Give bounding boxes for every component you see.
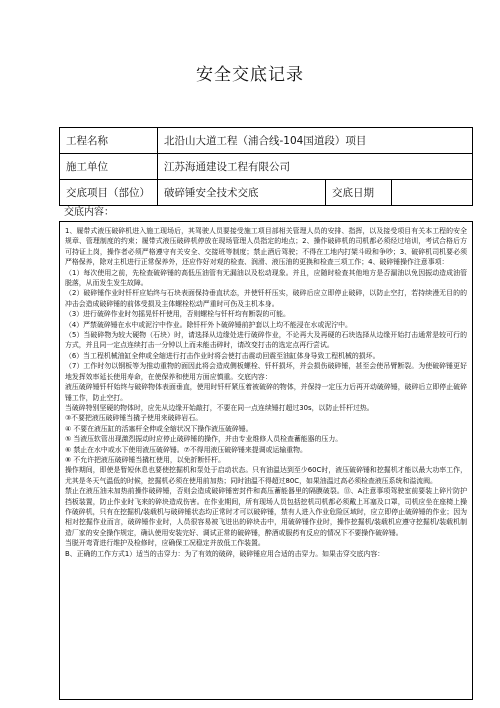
- paragraph: （6）当工程机械油缸全伸或全缩进行打击作业时将会使打击震动回震至油缸体身导致工程机械的损坏。: [65, 351, 380, 360]
- paragraph: （2）破碎锤作业时钎杆应始终与石块表面保持垂直状态，并使钎杆压实，破碎后应立即停止破碎，以防止空打，若持续漫无目的的冲击会造成破碎锤的前体受损及主体螺栓松动严重时可伤及主机本身。: [65, 289, 467, 308]
- paragraph: ⑤ 当液压软管出现激烈振动时应停止破碎锤的操作，并由专业维修人员检查蓄能器的压力。: [65, 435, 343, 444]
- item-label: 交底项目（部位）: [60, 180, 158, 206]
- date-label: 交底日期: [326, 180, 392, 206]
- paragraph: B、正确的工作方式1）适当的击穿力：为了有效的破碎，破碎锤应用合适的击穿力。如果击穿交底内容：: [65, 549, 385, 558]
- paragraph: 禁止在液压油未加热前操作破碎锤，否则会造成破碎锤密封件和高压蓄能器里的隔膜破裂。⑬、A注意事项驾驶室前要装上碎片防护挡板装置，防止作业时飞来的碎块造成伤害。在作业期间，所有现场人员包括挖机司机都必须戴上耳塞及口罩，司机应坐在座椅上操作破碎机，只有在挖掘机/装载机与破碎锤状态均正常时才可以破碎锤，禁有人进入作业危险区域时，应立即停止破碎锤的作业；因为相对挖掘作业而言，破碎锤作业时，人员很容易被飞迸出的碎块击中，用破碎锤作业时，操作挖掘机/装载机应遵守挖掘机/装载机制造厂家的安全操作规定，确认使用安装完好、调试正常的破碎锤，醉酒或服药有反应的情况下不要操作破碎锤。: [65, 487, 467, 537]
- document-title: 安全交底记录: [196, 65, 304, 85]
- paragraph: （1）每次使用之前，先检查破碎锤的高低压油管有无漏油以及松动现象。并且，应随时检查其他地方是否漏油以免因振动造成油管脱落，从而发生发生故障。: [65, 268, 467, 288]
- paragraph: ⑧ 不允许把液压破碎锤当撬杠使用，以免折断钎杆。: [65, 455, 225, 464]
- date-value: [392, 180, 473, 206]
- project-label: 工程名称: [60, 128, 158, 154]
- project-row: [60, 128, 473, 154]
- paragraph: （3）进行破碎作业时勿摇晃钎杆使用，否则螺栓与钎杆均有断裂的可能。: [65, 310, 290, 319]
- paragraph: 当脱开弯背进行维护及检修时，应确保工况稳定并放低工作装置。: [65, 539, 265, 548]
- paragraph: 1、履带式液压破碎机进入施工现场后，其驾驶人员要接受施工项目部相关管理人员的安排、指挥，以及接受项目有关本工程的安全规章、管理制度的约束；履带式液压破碎机停放在现场管理人员指定的地点；2、操作破碎机的司机都必须经过培训，考试合格后方可持证上岗，操作者必须严格遵守有关安全、交接班等制度；禁止酒后驾驶；不得在工地内打架斗殴和争吵；3、破碎机司机要必须严格保养，除对主机进行正常保养外，还应作好对观的检查、润滑、液压油的更换和检查三项工作；4、破碎锤操作注意事项：: [65, 227, 467, 267]
- paragraph: （7）工作时勿以钢板等为推动重物的面因此将会造成侧板螺栓、钎杆损坏，并会损伤破碎锤，甚至会使吊臂断裂。为使破碎锤更好地发挥效率延长使用寿命，在使保养和使用方面应慎重。交底内容：: [65, 362, 467, 381]
- paragraph: 当破碎特别坚硬的物体时，应先从边缘开始敲打，不要在同一点连续锤打超过30s，以防止钎杆过热。: [65, 403, 374, 412]
- paragraph: （5）当破碎物为较大硬物（石块）时，请选择从边缘处进行破碎作业，不论再大及再硬的石块选择从边缘开始打击通常是较可行的方式，并且同一定点连续打击一分钟以上而未能击碎时，请改变打击的选定点再行尝试。: [65, 331, 467, 350]
- paragraph: 液压破碎锤钎杆始终与破碎物体表面垂直，使用时钎杆紧压着被破碎的物体，并保持一定压力后再开动破碎锤，破碎后立即停止破碎锤工作，防止空打。: [65, 383, 467, 402]
- item-value: 破碎锤安全技术交底: [158, 180, 326, 206]
- unit-label: 施工单位: [60, 154, 158, 180]
- paragraph: ④ 不要在液压缸的活塞杆全伸或全缩状况下操作液压破碎锤。: [65, 424, 253, 433]
- paragraph: 操作期间，即使是暂短休息也要使挖掘机和泵处于启动状态。只有油温达到至少60C时，液压破碎锤和挖掘机才能以最大功率工作，尤其是冬天气温低的时候，挖掘机必须在使用前加热；同时油温不得超过80C，如果油温过高必须检查液压系统和溢流阀。: [65, 466, 467, 485]
- paragraph: ⑥ 禁止在水中或水下使用液压破碎锤。⑦不得用液压破碎锤来提调或运输重物。: [65, 445, 307, 454]
- unit-row: [60, 154, 473, 180]
- paragraph: （4）严禁破碎锤在水中或泥泞中作业。除钎杆外卜破碎锤前护套以上均不能浸在水或泥泞中。: [65, 320, 352, 329]
- project-value: 北沿山大道工程（浦合线-104国道段）项目: [158, 128, 473, 154]
- content-body: [59, 221, 473, 700]
- info-table: [59, 127, 473, 206]
- unit-value: 江苏海通建设工程有限公司: [158, 154, 473, 180]
- content-label: 交底内容：: [64, 207, 114, 218]
- item-row: [60, 180, 473, 206]
- paragraph: ③不要把液压破碎锤当撬子使用来破碎岩石。: [65, 414, 203, 423]
